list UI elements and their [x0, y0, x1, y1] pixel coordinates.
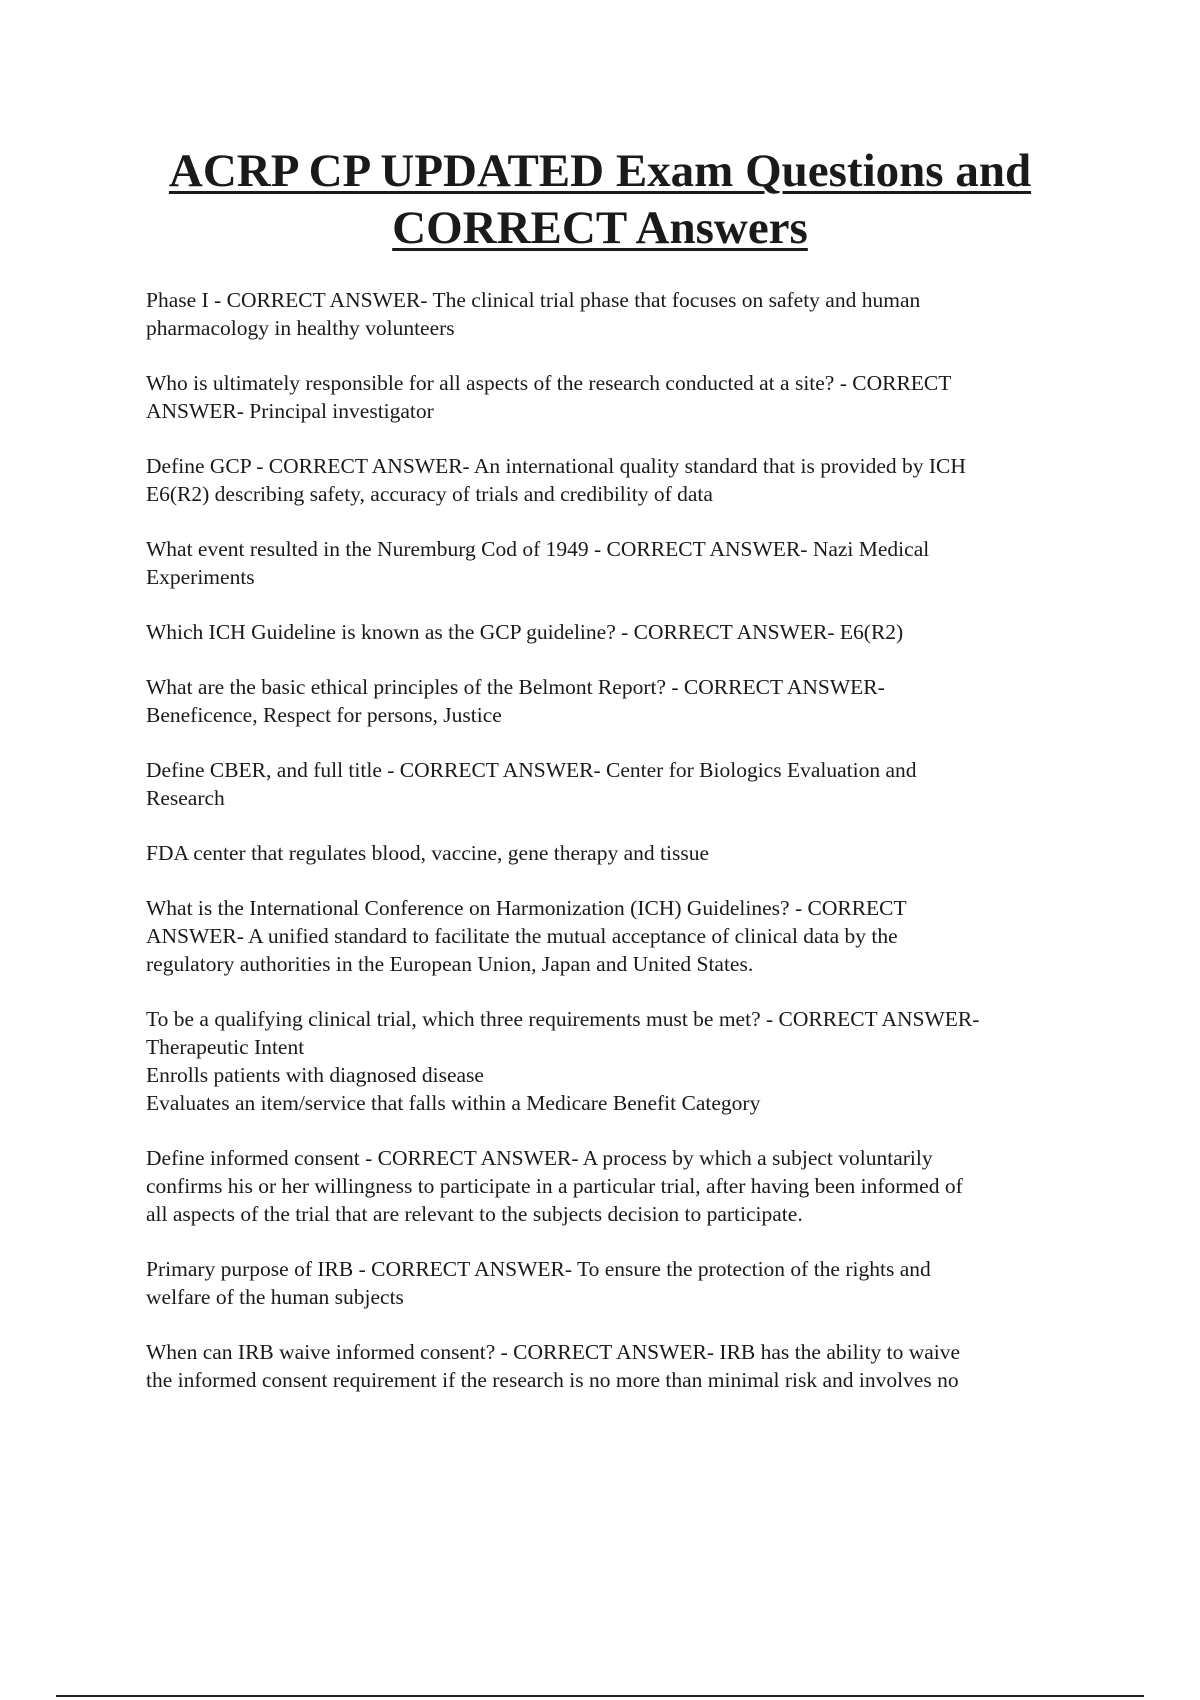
- qa-entry: [146, 839, 1096, 867]
- qa-entry-line: welfare of the human subjects: [146, 1285, 404, 1309]
- qa-entry: [146, 894, 1096, 978]
- qa-entry-line: Primary purpose of IRB - CORRECT ANSWER- To ensure the protection of the rights and: [146, 1257, 931, 1281]
- qa-entry-line: the informed consent requirement if the research is no more than minimal risk and involves no: [146, 1368, 959, 1392]
- qa-entry-line: Evaluates an item/service that falls within a Medicare Benefit Category: [146, 1091, 761, 1115]
- qa-entry-line: What is the International Conference on Harmonization (ICH) Guidelines? - CORRECT: [146, 896, 907, 920]
- qa-entry-line: Phase I - CORRECT ANSWER- The clinical trial phase that focuses on safety and human: [146, 288, 921, 312]
- qa-entry: [146, 756, 1096, 812]
- qa-entry-line: Enrolls patients with diagnosed disease: [146, 1063, 484, 1087]
- qa-entry-line: pharmacology in healthy volunteers: [146, 316, 455, 340]
- footer-divider: [56, 1695, 1144, 1697]
- qa-entry: [146, 673, 1096, 729]
- qa-entry: [146, 1338, 1096, 1394]
- qa-entry-line: Who is ultimately responsible for all aspects of the research conducted at a site? - CORRECT: [146, 371, 952, 395]
- qa-entry-line: all aspects of the trial that are relevant to the subjects decision to participate.: [146, 1202, 803, 1226]
- qa-entry-line: regulatory authorities in the European Union, Japan and United States.: [146, 952, 754, 976]
- qa-entry-line: Experiments: [146, 565, 255, 589]
- qa-entry-line: FDA center that regulates blood, vaccine, gene therapy and tissue: [146, 841, 709, 865]
- qa-entry-line: Define informed consent - CORRECT ANSWER- A process by which a subject voluntarily: [146, 1146, 933, 1170]
- title-line-2: CORRECT Answers: [392, 202, 808, 254]
- qa-entry: [146, 618, 1096, 646]
- qa-entry: [146, 286, 1096, 342]
- qa-entry-line: confirms his or her willingness to participate in a particular trial, after having been informed of: [146, 1174, 963, 1198]
- qa-entry-line: When can IRB waive informed consent? - CORRECT ANSWER- IRB has the ability to waive: [146, 1340, 961, 1364]
- qa-entry: [146, 535, 1096, 591]
- qa-entry-line: Therapeutic Intent: [146, 1035, 305, 1059]
- qa-list: [146, 286, 1096, 1421]
- qa-entry-line: Define GCP - CORRECT ANSWER- An international quality standard that is provided by ICH: [146, 454, 966, 478]
- qa-entry-line: E6(R2) describing safety, accuracy of trials and credibility of data: [146, 482, 713, 506]
- qa-entry-line: ANSWER- A unified standard to facilitate the mutual acceptance of clinical data by the: [146, 924, 898, 948]
- qa-entry-line: Research: [146, 786, 225, 810]
- qa-entry-line: Define CBER, and full title - CORRECT ANSWER- Center for Biologics Evaluation and: [146, 758, 917, 782]
- qa-entry: [146, 369, 1096, 425]
- qa-entry-line: What are the basic ethical principles of the Belmont Report? - CORRECT ANSWER-: [146, 675, 885, 699]
- qa-entry: [146, 452, 1096, 508]
- qa-entry: [146, 1144, 1096, 1228]
- qa-entry-line: ANSWER- Principal investigator: [146, 399, 434, 423]
- qa-entry-line: Which ICH Guideline is known as the GCP guideline? - CORRECT ANSWER- E6(R2): [146, 620, 904, 644]
- qa-entry: [146, 1005, 1096, 1117]
- qa-entry-line: What event resulted in the Nuremburg Cod of 1949 - CORRECT ANSWER- Nazi Medical: [146, 537, 930, 561]
- qa-entry: [146, 1255, 1096, 1311]
- qa-entry-line: To be a qualifying clinical trial, which three requirements must be met? - CORRECT ANSWER-: [146, 1007, 980, 1031]
- page-title: [100, 143, 1100, 257]
- qa-entry-line: Beneficence, Respect for persons, Justice: [146, 703, 502, 727]
- title-line-1: ACRP CP UPDATED Exam Questions and: [168, 145, 1032, 197]
